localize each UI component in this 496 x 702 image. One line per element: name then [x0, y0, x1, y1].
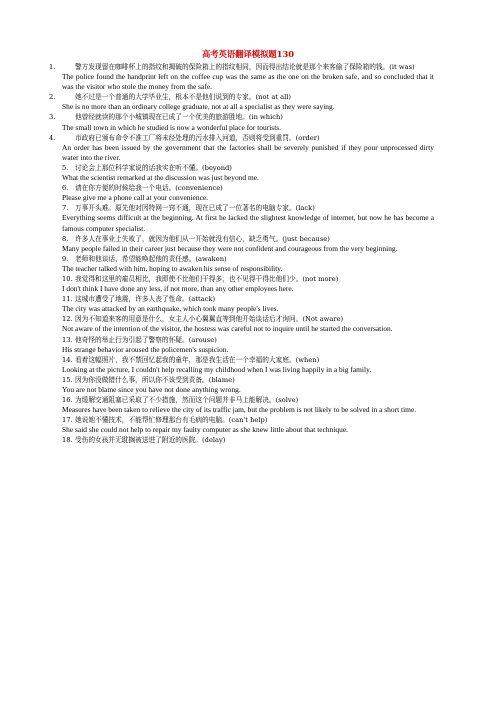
- question-text: 警方发现留在咖啡杯上的指纹和揭破的保险箱上的指纹相同，因而得出结论就是那个来客偷了保险箱的钱。(it was): [75, 63, 415, 71]
- exercise-item: [62, 415, 434, 435]
- question-text: 许多人在事业上失败了，就因为他们从一开始就没有信心，缺乏勇气。(just because): [75, 234, 330, 243]
- exercise-item: [62, 355, 434, 375]
- exercise-answer: I don't think I have done any less, if not more, than any other employees here.: [62, 284, 294, 294]
- question-text: 万事开头难。原先他对因特网一窍不通，现在已成了一位著名的电脑专家。(lack): [75, 204, 315, 213]
- exercise-item: [62, 254, 434, 274]
- exercise-answer: The small town in which he studied is now a wonderful place for tourists.: [62, 122, 282, 132]
- exercise-number: 18.: [62, 436, 73, 445]
- question-text: 讨论会上那位科学家说的话我实在听不懂。(beyond): [75, 163, 232, 172]
- exercise-question: [49, 92, 434, 102]
- exercise-item: [49, 133, 434, 163]
- exercise-answer: She is no more than an ordinary college graduate, not at all a specialist as they were saying.: [62, 102, 335, 112]
- exercise-question: [62, 314, 434, 324]
- question-text: 老师和他谈话，希望能唤起他的责任感。(awaken): [75, 254, 227, 263]
- exercise-answer: Not aware of the intention of the visitor, the hostess was careful not to inquire until he started the conversation.: [62, 324, 393, 334]
- exercise-answer: She said she could not help to repair my faulty computer as she knew little about that technique.: [62, 425, 348, 435]
- exercise-answer: Many people failed in their career just because they were not confident and courageous from the very beginning.: [62, 243, 398, 253]
- exercise-question: [62, 395, 434, 405]
- exercise-item: [62, 274, 434, 294]
- exercise-answer: An order has been issued by the government that the factories shall be severely punished if they pour unprocessed dirty water into the river.: [62, 142, 434, 162]
- exercise-answer: You are not blame since you have not done anything wrong.: [62, 385, 241, 394]
- exercise-question: [62, 203, 434, 213]
- exercise-item: [62, 183, 434, 203]
- exercise-number: 17.: [62, 416, 73, 425]
- question-text: 市政府已颁布命令不准工厂将未经处理的污水排入河道，否则将受到重罚。(order): [75, 133, 320, 142]
- exercise-question: [62, 335, 434, 345]
- question-text: 我觉得和这里的雇员相比，我即使不比他们干得多，也不见得干得比他们少。(not more): [75, 274, 339, 283]
- exercise-question: [62, 274, 434, 284]
- question-text: 他曾经就读的那个小城镇现在已成了一个优美的旅游胜地。(in which): [75, 113, 283, 122]
- exercise-number: 12.: [62, 315, 73, 324]
- exercise-number: 1.: [49, 63, 56, 71]
- exercise-question: [62, 234, 434, 244]
- question-text: 为缓解交通阻塞已采取了不少措施，然而这个问题并非马上能解决。(solve): [75, 396, 299, 405]
- exercise-number: 8.: [62, 234, 69, 243]
- question-text: 因为不知道来客的用意是什么，女主人小心翼翼直等到他开始谈话后才询问。(Not aware): [75, 315, 344, 324]
- exercise-answer: The police found the handprint left on the coffee cup was the same as the one on the broken safe, and so concluded that it was the visitor who stole the money from the safe.: [62, 72, 434, 92]
- exercise-item: [62, 314, 434, 334]
- exercise-item: [62, 395, 434, 415]
- exercise-question: [62, 183, 434, 193]
- exercise-number: 5.: [62, 163, 69, 172]
- question-text: 因为你没做错什么事，所以你不该受到责备。(blame): [75, 375, 235, 384]
- question-text: 受伤的女孩并无耽搁被送进了附近的医院。(delay): [75, 436, 226, 445]
- exercise-number: 14.: [62, 355, 73, 364]
- exercise-question: [49, 133, 434, 143]
- exercise-answer: Measures have been taken to relieve the city of its traffic jam, but the problem is not likely to be solved in a short time.: [62, 405, 417, 415]
- exercise-item: [62, 375, 434, 395]
- exercise-question: [62, 375, 434, 385]
- exercise-number: 11.: [62, 295, 73, 304]
- question-text: 看着这幅照片，我不禁回忆起我的童年，那是我生活在一个幸福的大家庭。(when): [75, 355, 320, 364]
- exercise-number: 4.: [49, 133, 56, 142]
- exercise-question: [62, 254, 434, 264]
- exercise-item: [62, 203, 434, 233]
- question-text: 他奇怪的举止行为引起了警察的怀疑。(arouse): [75, 335, 217, 344]
- exercise-answer: Please give me a phone call at your convenience.: [62, 193, 209, 203]
- exercise-number: 13.: [62, 335, 73, 344]
- exercise-question: [62, 163, 434, 173]
- exercise-item: [62, 234, 434, 254]
- question-text: 她说她不懂技术，不能帮忙修理那台有毛病的电脑。(can't help): [75, 416, 268, 425]
- exercise-item: [49, 112, 434, 132]
- exercise-question: [62, 435, 434, 445]
- exercise-number: 7.: [62, 204, 69, 213]
- exercise-question: [49, 112, 434, 122]
- exercise-number: 9.: [62, 254, 69, 263]
- exercise-answer: What the scientist remarked at the discussion was just beyond me.: [62, 173, 259, 183]
- exercise-question: [62, 355, 434, 365]
- question-text: 她不过是一个普通的大学毕业生，根本不是他们说到的专家。(not at all): [75, 93, 291, 102]
- exercise-item: [49, 92, 434, 112]
- exercise-answer: The teacher talked with him, hoping to awaken his sense of responsibility.: [62, 263, 283, 273]
- exercise-number: 10.: [62, 274, 73, 283]
- document-title: 高考英语翻译模拟题130: [202, 49, 294, 59]
- exercise-question: [62, 415, 434, 425]
- exercise-item: [62, 163, 434, 183]
- question-text: 这城市遭受了地震，许多人丧了性命。(attack): [75, 295, 216, 304]
- exercise-question: [62, 294, 434, 304]
- exercise-question: [49, 62, 434, 72]
- exercise-answer: The city was attacked by an earthquake, which took many people's lives.: [62, 304, 279, 314]
- exercise-item: [49, 62, 434, 92]
- translation-exercise-list: [49, 62, 434, 446]
- exercise-answer: His strange behavior aroused the policemen's suspicion.: [62, 344, 229, 354]
- exercise-item: [62, 435, 434, 445]
- exercise-number: 2.: [49, 93, 56, 102]
- exercise-answer: Looking at the picture, I couldn't help recalling my childhood when I was living happily in a big family.: [62, 364, 372, 374]
- exercise-number: 6.: [62, 184, 69, 193]
- exercise-number: 3.: [49, 113, 56, 122]
- exercise-number: 16.: [62, 396, 73, 405]
- exercise-answer: Everything seems difficult at the beginning. At first he lacked the slightest knowledge of internet, but now he has become a famous computer specialist.: [62, 213, 434, 233]
- question-text: 请在你方便的时候给我一个电话。(convenience): [75, 184, 223, 193]
- exercise-item: [62, 335, 434, 355]
- exercise-number: 15.: [62, 375, 73, 384]
- exercise-item: [62, 294, 434, 314]
